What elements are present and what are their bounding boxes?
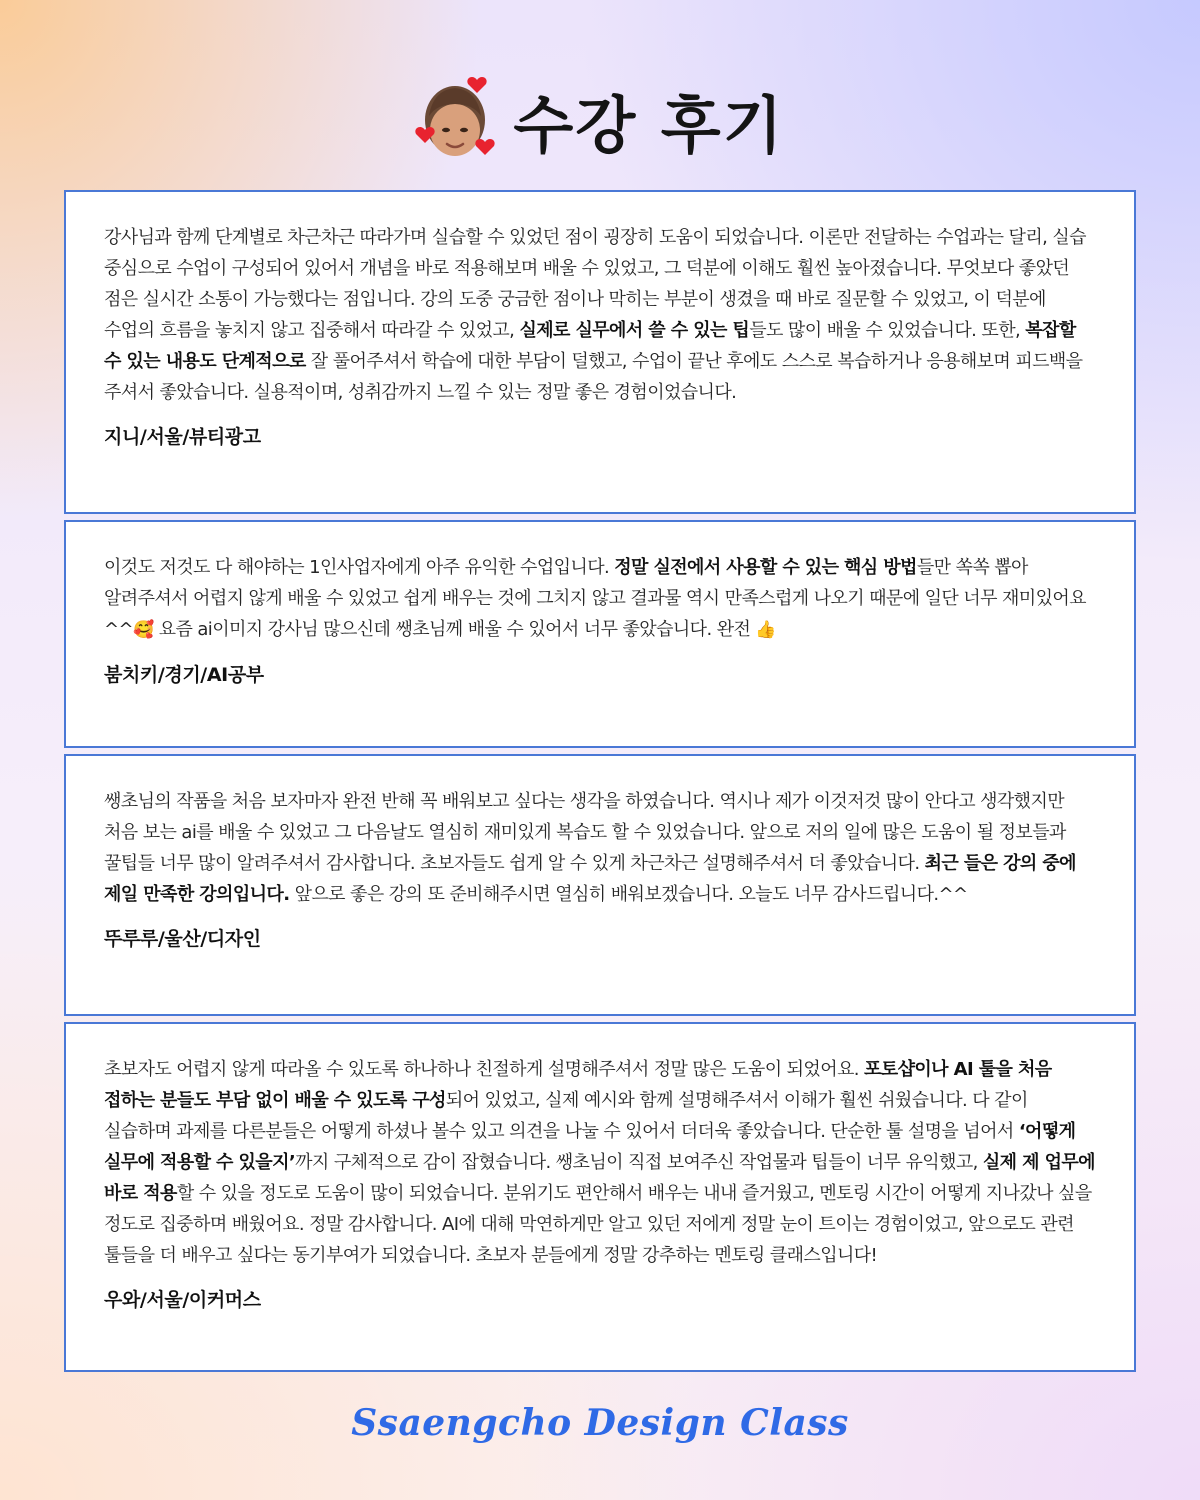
review-card	[64, 520, 1136, 748]
review-text: 초보자도 어렵지 않게 따라올 수 있도록 하나하나 친절하게 설명해주셔서 정말 많은 도움이 되었어요. 포토샵이나 AI 툴을 처음 접하는 분들도 부담 없이 배울 수 있도록 구성되어 있었고, 실제 예시와 함께 설명해주셔서 이해가 훨씬 쉬웠습니다. 다 같이 실습하며 과제를 다른분들은 어떻게 하셨나 볼수 있고 의견을 나눌 수 있어서 더더욱 좋았습니다. 단순한 툴 설명을 넘어서 ‘어떻게 실무에 적용할 수 있을지’까지 구체적으로 감이 잡혔습니다. 쌩초님이 직접 보여주신 작업물과 팁들이 너무 유익했고, 실제 제 업무에 바로 적용할 수 있을 정도로 도움이 많이 되었습니다. 분위기도 편안해서 배우는 내내 즐거웠고, 멘토링 시간이 어떻게 지나갔나 싶을 정도로 집중하며 배웠어요. 정말 감사합니다. AI에 대해 막연하게만 알고 있던 저에게 정말 눈이 트이는 경험이었고, 앞으로도 관련 툴들을 더 배우고 싶다는 동기부여가 되었습니다. 초보자 분들에게 정말 강추하는 멘토링 클래스입니다!	[104, 1059, 1095, 1266]
memoji-with-hearts-icon	[415, 70, 499, 166]
review-highlight: 실제 제 업무에 바로 적용	[104, 1152, 1095, 1204]
review-text: 강사님과 함께 단계별로 차근차근 따라가며 실습할 수 있었던 점이 굉장히 도움이 되었습니다. 이론만 전달하는 수업과는 달리, 실습 중심으로 수업이 구성되어 있어서 개념을 바로 적용해보며 배울 수 있었고, 그 덕분에 이해도 훨씬 높아졌습니다. 무엇보다 좋았던 점은 실시간 소통이 가능했다는 점입니다. 강의 도중 궁금한 점이나 막히는 부분이 생겼을 때 바로 질문할 수 있었고, 이 덕분에 수업의 흐름을 놓치지 않고 집중해서 따라갈 수 있었고, 실제로 실무에서 쓸 수 있는 팁들도 많이 배울 수 있었습니다. 또한, 복잡할 수 있는 내용도 단계적으로 잘 풀어주셔서 학습에 대한 부담이 덜했고, 수업이 끝난 후에도 스스로 복습하거나 응용해보며 피드백을 주셔서 좋았습니다. 실용적이며, 성취감까지 느낄 수 있는 정말 좋은 경험이었습니다.	[104, 227, 1086, 403]
review-card	[64, 190, 1136, 514]
page-title: 수강 후기	[513, 88, 785, 162]
review-author: 우와/서울/이커머스	[104, 1289, 261, 1311]
brand-signature: Ssaengcho Design Class	[351, 1402, 849, 1444]
review-text: 이것도 저것도 다 해야하는 1인사업자에게 아주 유익한 수업입니다. 정말 실전에서 사용할 수 있는 핵심 방법들만 쏙쏙 뽑아 알려주셔서 어렵지 않게 배울 수 있었고 쉽게 배우는 것에 그치지 않고 결과물 역시 만족스럽게 나오기 때문에 일단 너무 재미있어요^^🥰 요즘 ai이미지 강사님 많으신데 쌩초님께 배울 수 있어서 너무 좋았습니다. 완전 👍	[104, 557, 1086, 640]
page-header	[0, 58, 1200, 178]
review-author: 지니/서울/뷰티광고	[104, 426, 261, 448]
review-highlight: 실제로 실무에서 쓸 수 있는 팁	[519, 320, 750, 341]
review-highlight: 포토샵이나 AI 툴을 처음 접하는 분들도 부담 없이 배울 수 있도록 구성	[104, 1059, 1052, 1111]
review-highlight: 최근 들은 강의 중에 제일 만족한 강의입니다.	[104, 853, 1076, 905]
review-highlight: 복잡할 수 있는 내용도 단계적으로	[104, 320, 1076, 372]
review-card	[64, 754, 1136, 1016]
review-text: 쌩초님의 작품을 처음 보자마자 완전 반해 꼭 배워보고 싶다는 생각을 하였습니다. 역시나 제가 이것저것 많이 안다고 생각했지만 처음 보는 ai를 배울 수 있었고 그 다음날도 열심히 재미있게 복습도 할 수 있었습니다. 앞으로 저의 일에 많은 도움이 될 정보들과 꿀팁들 너무 많이 알려주셔서 감사합니다. 초보자들도 쉽게 알 수 있게 차근차근 설명해주셔서 더 좋았습니다. 최근 들은 강의 중에 제일 만족한 강의입니다. 앞으로 좋은 강의 또 준비해주시면 열심히 배워보겠습니다. 오늘도 너무 감사드립니다.^^	[104, 791, 1076, 905]
thumbs-up-icon: 👍	[755, 620, 776, 640]
smiling-face-with-hearts-icon: 🥰	[132, 620, 154, 640]
review-author: 붐치키/경기/AI공부	[104, 664, 264, 686]
review-author: 뚜루루/울산/디자인	[104, 928, 261, 950]
review-card	[64, 1022, 1136, 1372]
review-highlight: ‘어떻게 실무에 적용할 수 있을지’	[104, 1121, 1076, 1173]
review-highlight: 정말 실전에서 사용할 수 있는 핵심 방법	[614, 557, 917, 578]
